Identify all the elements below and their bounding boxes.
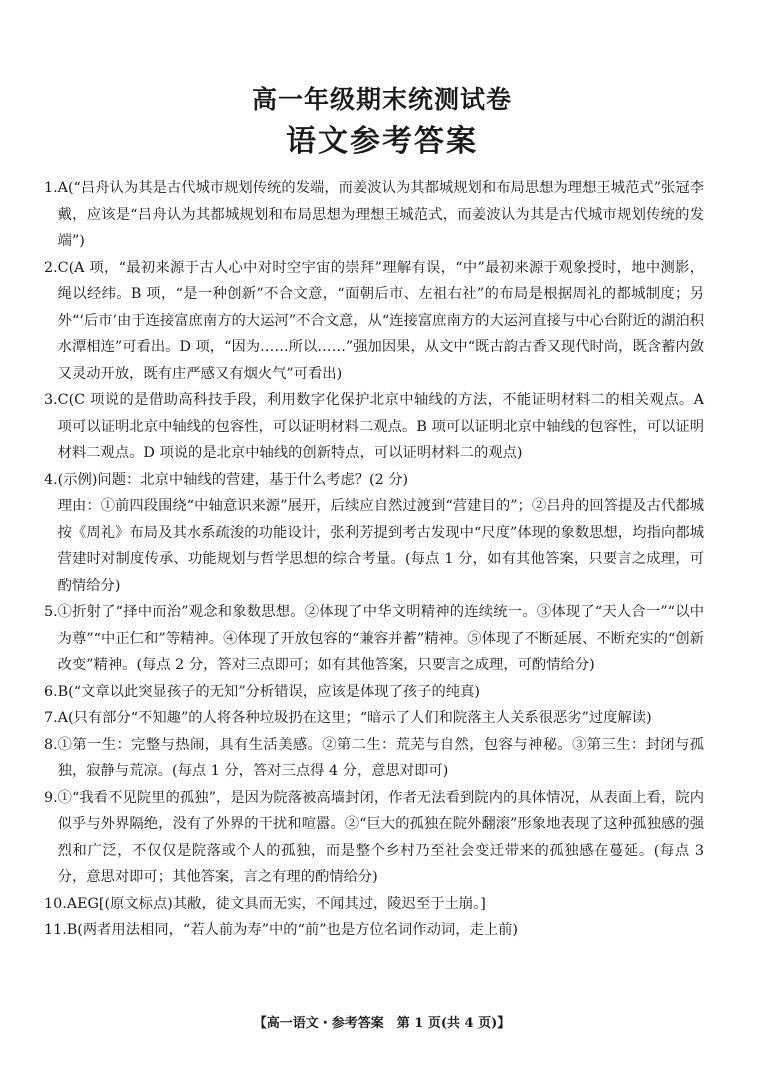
- answer-text: (示例)问题：北京中轴线的营建，基于什么考虑？(2 分): [57, 471, 409, 488]
- answer-item: [44, 785, 704, 891]
- answer-number: 2.: [44, 259, 58, 276]
- answer-number: 11.: [44, 922, 67, 938]
- answer-text: B(“文章以此突显孩子的无知”分析错误，应该是体现了孩子的纯真): [57, 683, 480, 700]
- answer-number: 4.: [44, 471, 58, 488]
- exam-title: 高一年级期末统测试卷: [251, 85, 512, 114]
- answer-text: B(两者用法相同，“若人前为寿”中的“前”也是方位名词作动词，走上前): [66, 922, 518, 938]
- answer-number: 7.: [44, 710, 58, 726]
- answer-text: AEG[(原文标点)其敝，徒文具而无实，不闻其过，陵迟至于土崩。]: [66, 895, 486, 912]
- answer-item: [44, 705, 704, 732]
- answer-number-indent: [44, 493, 58, 599]
- answer-number: 3.: [44, 392, 58, 408]
- answer-number: 10.: [44, 895, 67, 912]
- answer-item: [44, 917, 704, 944]
- answer-text: ①折射了“择中而治”观念和象数思想。②体现了中华文明精神的连续统一。③体现了“天人合一”“以中为尊”“中正仁和”等精神。④体现了开放包容的“兼容并蓄”精神。⑤体现了不断延展、不断充实的“创新改变”精神。(每点 2 分，答对三点即可；如有其他答案，只要言之成理，可酌情给分): [57, 604, 704, 673]
- page-footer: 【高一语文・参考答案 第 1 页(共 4 页)】: [253, 1016, 511, 1031]
- answer-text: ①第一生：完整与热闹，具有生活美感。②第二生：荒芜与自然，包容与神秘。③第三生：封闭与孤独，寂静与荒凉。(每点 1 分，答对三点得 4 分，意思对即可): [57, 736, 704, 779]
- answer-number: 6.: [44, 683, 58, 700]
- answer-text: 理由：①前四段围绕“中轴意识来源”展开，后续应自然过渡到“营建目的”；②吕舟的回答提及古代都城按《周礼》布局及其水系疏浚的功能设计，张利芳提到考古发现中“尺度”体现的象数思想，均指向都城营建时对制度传承、功能规划与哲学思想的综合考量。(每点 1 分，如有其他答案，只要言之成理，可酌情给分): [57, 498, 704, 594]
- answer-text: C(C 项说的是借助高科技手段，利用数字化保护北京中轴线的方法，不能证明材料二的相关观点。A 项可以证明北京中轴线的包容性，可以证明材料二观点。B 项可以证明北京中轴线的包容性，可以证明材料二观点。D 项说的是北京中轴线的创新特点，可以证明材料二的观点): [57, 392, 704, 461]
- answer-number: 1.: [44, 180, 58, 196]
- answer-list: [44, 175, 704, 944]
- answer-number: 9.: [44, 789, 58, 806]
- answer-item: [44, 891, 704, 918]
- answer-item: [44, 599, 704, 679]
- answer-text: ①“我看不见院里的孤独”，是因为院落被高墙封闭，作者无法看到院内的具体情况，从表面上看，院内似乎与外界隔绝，没有了外界的干扰和喧嚣。②“巨大的孤独在院外翻滚”形象地表现了这种孤独感的强烈和广泛，不仅仅是院落或个人的孤独，而是整个乡村乃至社会变迁带来的孤独感在蔓延。(每点 3 分，意思对即可；其他答案，言之有理的酌情给分): [57, 789, 704, 885]
- answer-number: 8.: [44, 736, 58, 753]
- answer-item: [44, 255, 704, 388]
- answer-item-continuation: [44, 493, 704, 599]
- answer-item: [44, 175, 704, 255]
- answer-text: A(“吕舟认为其是古代城市规划传统的发端，而姜波认为其都城规划和布局思想为理想王城范式”张冠李戴，应该是“吕舟认为其都城规划和布局思想为理想王城范式，而姜波认为其是古代城市规划传统的发端”): [57, 180, 704, 249]
- answer-item: [44, 387, 704, 467]
- answer-item: [44, 679, 704, 706]
- answer-item: [44, 732, 704, 785]
- answer-number: 5.: [44, 604, 58, 620]
- answer-text: A(只有部分“不知趣”的人将各种垃圾扔在这里；“暗示了人们和院落主人关系很恶劣”过度解读): [57, 710, 652, 726]
- answer-text: C(A 项，“最初来源于古人心中对时空宇宙的崇拜”理解有误，“中”最初来源于观象授时，地中测影，绳以经纬。B 项，“是一种创新”不合文意，“面朝后市、左祖右社”的布局是根据周礼的都城制度；另外“‘后市’由于连接富庶南方的大运河”不合文意，从“连接富庶南方的大运河直接与中心台附近的湖泊积水潭相连”可看出。D 项，“因为……所以……”强加因果，从文中“既古韵古香又现代时尚，既含蓄内敛又灵动开放，既有庄严感又有烟火气”可看出): [57, 259, 704, 382]
- answer-item: [44, 467, 704, 494]
- answer-key-title: 语文参考答案: [286, 124, 478, 159]
